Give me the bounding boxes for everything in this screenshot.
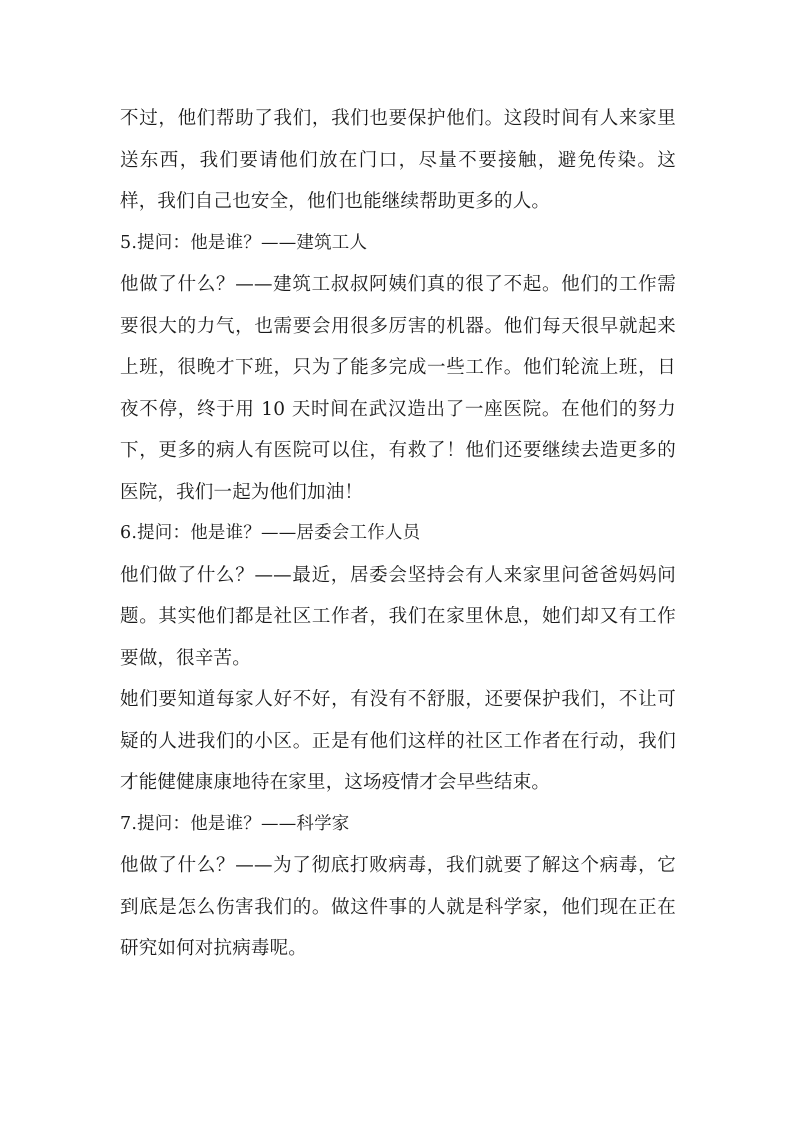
- answer-5-paragraph: 他做了什么？——建筑工叔叔阿姨们真的很了不起。他们的工作需要很大的力气，也需要会用很多厉害的机器。他们每天很早就起来上班，很晚才下班，只为了能多完成一些工作。他们轮流上班，日夜不停，终于用 10 天时间在武汉造出了一座医院。在他们的努力下，更多的病人有医院可以住，有救了！他们还要继续去造更多的医院，我们一起为他们加油！: [120, 274, 676, 503]
- question-7-heading: 7.提问：他是谁？——科学家: [120, 813, 350, 834]
- question-5-heading: 5.提问：他是谁？——建筑工人: [120, 232, 368, 253]
- answer-6-paragraph-2: 她们要知道每家人好不好，有没有不舒服，还要保护我们，不让可疑的人进我们的小区。正是有他们这样的社区工作者在行动，我们才能健健康康地待在家里，这场疫情才会早些结束。: [120, 689, 676, 793]
- answer-6-paragraph: 他们做了什么？——最近，居委会坚持会有人来家里问爸爸妈妈问题。其实他们都是社区工作者，我们在家里休息，她们却又有工作要做，很辛苦。: [120, 564, 676, 669]
- question-6-heading: 6.提问：他是谁？——居委会工作人员: [120, 523, 421, 543]
- document-body: [120, 98, 676, 970]
- answer-7-paragraph: 他做了什么？——为了彻底打败病毒，我们就要了解这个病毒，它到底是怎么伤害我们的。做这件事的人就是科学家，他们现在正在研究如何对抗病毒呢。: [120, 855, 676, 959]
- paragraph-protect-helpers: 不过，他们帮助了我们，我们也要保护他们。这段时间有人来家里送东西，我们要请他们放在门口，尽量不要接触，避免传染。这样，我们自己也安全，他们也能继续帮助更多的人。: [120, 108, 676, 212]
